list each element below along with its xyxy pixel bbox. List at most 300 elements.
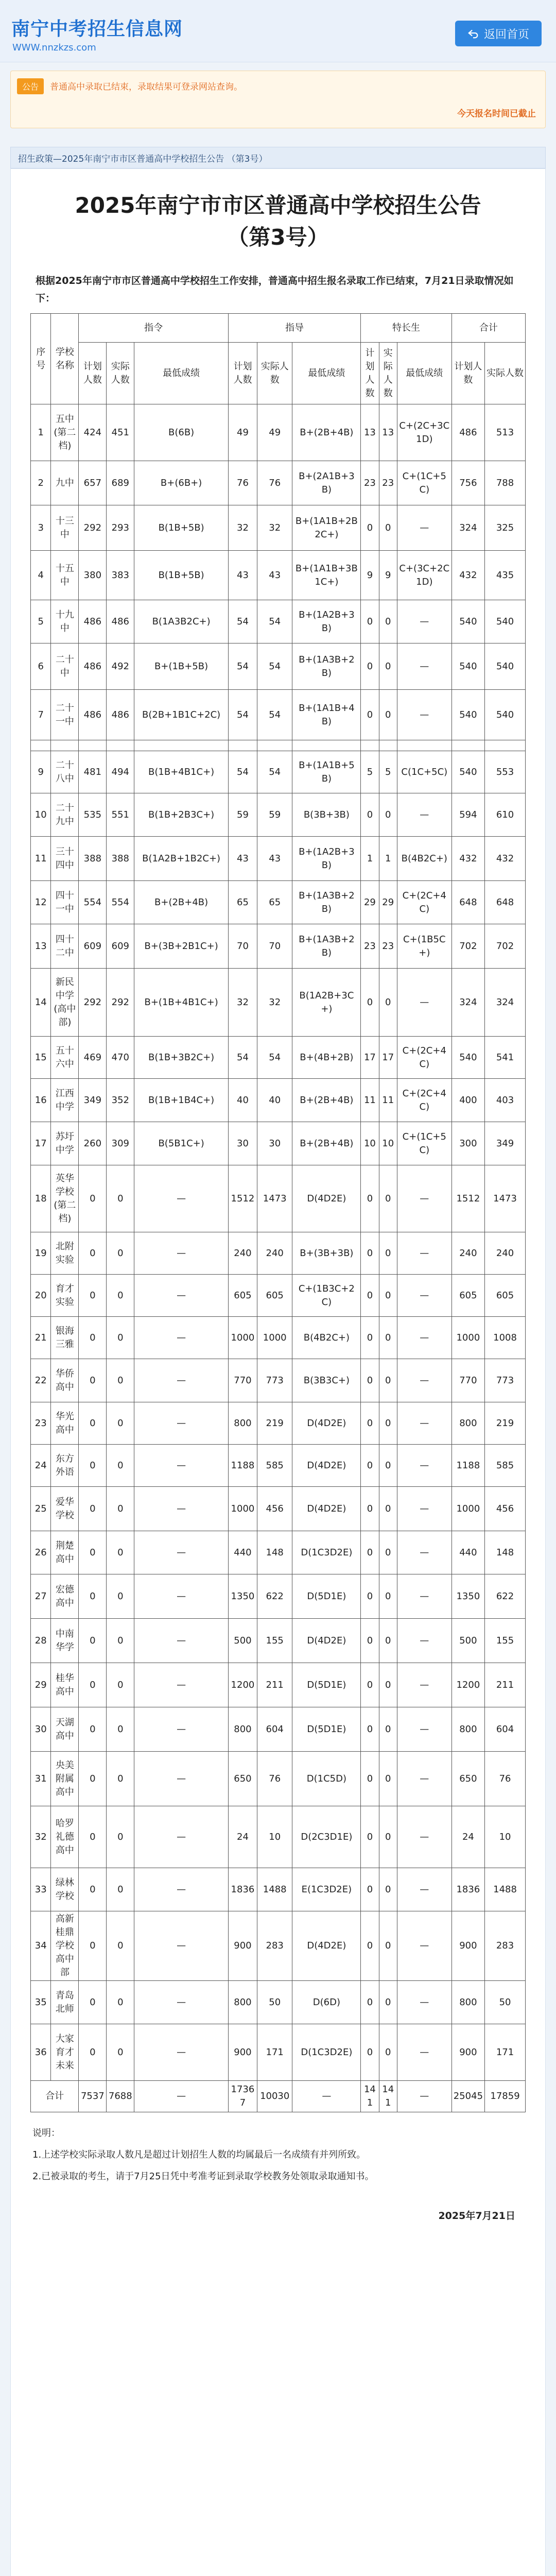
table-cell: — (397, 690, 451, 740)
table-cell: B(3B3C+) (292, 1359, 361, 1402)
table-cell: 240 (257, 1232, 292, 1275)
table-cell: 648 (451, 881, 484, 924)
header-actual: 实际人数 (107, 343, 134, 404)
table-cell: 349 (79, 1079, 107, 1122)
table-cell: 0 (379, 643, 397, 690)
table-cell: 35 (31, 1981, 51, 2024)
table-cell: 540 (451, 600, 484, 643)
table-cell: 324 (451, 505, 484, 551)
notice-text[interactable]: 普通高中录取已结束，录取结果可登录网站查询。 (50, 82, 242, 92)
table-cell: 32 (31, 1806, 51, 1868)
table-cell: D(4D2E) (292, 1619, 361, 1663)
table-cell: C+(1B3C+2C) (292, 1275, 361, 1317)
table-cell: 0 (107, 1806, 134, 1868)
table-cell: B(6B) (134, 404, 229, 461)
table-cell: 0 (107, 2024, 134, 2081)
table-cell: 171 (257, 2024, 292, 2081)
table-cell: 32 (228, 505, 257, 551)
table-row (31, 1531, 526, 1574)
table-cell: 12 (31, 881, 51, 924)
table-cell: 900 (451, 1911, 484, 1981)
table-cell: 1 (379, 837, 397, 881)
table-cell: 50 (485, 1981, 526, 2024)
table-row (31, 1317, 526, 1359)
table-cell: C+(1B5C+) (397, 924, 451, 969)
table-cell: 0 (107, 1531, 134, 1574)
table-cell: 0 (379, 600, 397, 643)
table-row (31, 1619, 526, 1663)
table-cell: 1000 (228, 1317, 257, 1359)
header-techang: 特长生 (361, 314, 451, 343)
table-cell: 54 (257, 690, 292, 740)
table-row (31, 1445, 526, 1487)
publish-date: 2025年7月21日 (438, 2210, 515, 2222)
table-gap-row (31, 740, 526, 751)
table-cell: 702 (485, 924, 526, 969)
table-cell: 540 (451, 751, 484, 793)
table-cell: 10 (361, 1122, 379, 1165)
table-cell: 0 (361, 1232, 379, 1275)
table-cell: 486 (79, 643, 107, 690)
table-cell: 540 (485, 600, 526, 643)
table-cell: 0 (379, 1806, 397, 1868)
table-cell: B+(2B+4B) (292, 404, 361, 461)
table-cell: 34 (31, 1911, 51, 1981)
school-name-cell: 大家育才未来 (51, 2024, 79, 2081)
table-cell: 292 (79, 969, 107, 1037)
table-cell: 456 (485, 1487, 526, 1531)
table-cell: 1836 (228, 1868, 257, 1911)
notice-bar (10, 71, 546, 128)
table-cell: 0 (361, 793, 379, 837)
table-cell: 0 (361, 1663, 379, 1707)
table-cell: B+(4B+2B) (292, 1037, 361, 1079)
table-cell: 0 (79, 1707, 107, 1752)
table-cell: 11 (31, 837, 51, 881)
table-cell: 0 (107, 1707, 134, 1752)
table-cell: 594 (451, 793, 484, 837)
table-cell: 0 (379, 793, 397, 837)
table-cell: B(1A2B+3C+) (292, 969, 361, 1037)
table-cell: B+(2B+4B) (292, 1079, 361, 1122)
table-cell: 0 (379, 1663, 397, 1707)
table-cell: 0 (379, 1487, 397, 1531)
table-cell: 0 (79, 1317, 107, 1359)
table-cell: 0 (361, 969, 379, 1037)
table-cell: 604 (485, 1707, 526, 1752)
table-cell: 26 (31, 1531, 51, 1574)
table-cell: C+(2C+4C) (397, 1079, 451, 1122)
table-cell: 605 (451, 1275, 484, 1317)
table-cell: 1200 (228, 1663, 257, 1707)
table-cell: 469 (79, 1037, 107, 1079)
table-cell: B+(1B+5B) (134, 643, 229, 690)
table-row (31, 969, 526, 1037)
total-cell: 141 (379, 2081, 397, 2112)
table-cell: 1488 (485, 1868, 526, 1911)
table-cell: 650 (228, 1752, 257, 1806)
table-cell: 800 (451, 1402, 484, 1445)
table-cell: — (134, 1317, 229, 1359)
total-label-cell: 合计 (31, 2081, 79, 2112)
table-cell: 24 (451, 1806, 484, 1868)
table-cell: 657 (79, 461, 107, 505)
table-cell: 800 (228, 1402, 257, 1445)
school-name-cell: 育才实验 (51, 1275, 79, 1317)
table-cell: 43 (228, 837, 257, 881)
table-cell: — (134, 1707, 229, 1752)
table-cell: 17 (361, 1037, 379, 1079)
table-cell: 28 (31, 1619, 51, 1663)
table-cell: 1000 (228, 1487, 257, 1531)
table-cell: 554 (79, 881, 107, 924)
school-name-cell: 十三中 (51, 505, 79, 551)
table-cell: 540 (451, 643, 484, 690)
table-cell: 0 (107, 1359, 134, 1402)
table-cell: 19 (31, 1232, 51, 1275)
table-cell: 605 (257, 1275, 292, 1317)
table-cell: 0 (107, 1752, 134, 1806)
table-cell: 0 (379, 1619, 397, 1663)
table-cell: — (397, 600, 451, 643)
table-row (31, 1037, 526, 1079)
table-cell: B(1B+1B4C+) (134, 1079, 229, 1122)
table-cell: 770 (451, 1359, 484, 1402)
table-cell: 324 (451, 969, 484, 1037)
table-cell: 788 (485, 461, 526, 505)
table-cell: — (397, 1165, 451, 1232)
total-cell: — (292, 2081, 361, 2112)
table-cell: 5 (379, 751, 397, 793)
header-plan: 计划人数 (361, 343, 379, 404)
table-cell: 10 (31, 793, 51, 837)
table-cell: 10 (379, 1122, 397, 1165)
table-cell: D(2C3D1E) (292, 1806, 361, 1868)
table-cell: 648 (485, 881, 526, 924)
table-cell: 0 (361, 1445, 379, 1487)
table-cell: 0 (107, 1981, 134, 2024)
table-cell: — (134, 1619, 229, 1663)
table-row (31, 1911, 526, 1981)
table-cell: 171 (485, 2024, 526, 2081)
table-cell: 0 (107, 1487, 134, 1531)
table-cell: B+(1A3B+2B) (292, 643, 361, 690)
table-cell: 0 (107, 1574, 134, 1619)
table-cell: 0 (79, 1981, 107, 2024)
table-cell: 1000 (451, 1317, 484, 1359)
table-cell: 0 (379, 1868, 397, 1911)
header-min: 最低成绩 (292, 343, 361, 404)
table-cell: 9 (31, 751, 51, 793)
table-cell: 155 (257, 1619, 292, 1663)
table-cell: 50 (257, 1981, 292, 2024)
school-name-cell: 高新桂鼎学校高中部 (51, 1911, 79, 1981)
table-cell: 403 (485, 1079, 526, 1122)
school-name-cell: 银海三雅 (51, 1317, 79, 1359)
table-cell: 900 (228, 1911, 257, 1981)
table-cell: 1473 (257, 1165, 292, 1232)
table-cell: 610 (485, 793, 526, 837)
table-cell: 3 (31, 505, 51, 551)
table-cell: 23 (361, 924, 379, 969)
back-home-button[interactable] (455, 21, 542, 46)
header-min: 最低成绩 (397, 343, 451, 404)
table-row (31, 1359, 526, 1402)
table-cell: 309 (107, 1122, 134, 1165)
table-cell: 240 (228, 1232, 257, 1275)
table-cell: D(1C3D2E) (292, 2024, 361, 2081)
header-actual: 实际人数 (257, 343, 292, 404)
table-cell: 0 (361, 505, 379, 551)
table-cell: B(1B+5B) (134, 505, 229, 551)
article-content (10, 168, 546, 2576)
table-cell: — (397, 1531, 451, 1574)
notice-deadline: 今天报名时间已截止 (457, 109, 536, 119)
table-cell: 440 (228, 1531, 257, 1574)
table-cell: 9 (361, 551, 379, 600)
table-cell: 29 (31, 1663, 51, 1707)
table-cell: 756 (451, 461, 484, 505)
notes-section (30, 2123, 526, 2188)
table-cell: 0 (361, 1275, 379, 1317)
table-cell: 32 (257, 969, 292, 1037)
table-cell: C+(3C+2C1D) (397, 551, 451, 600)
table-cell: 13 (31, 924, 51, 969)
breadcrumb: 招生政策—2025年南宁市市区普通高中学校招生公告 （第3号） (10, 147, 546, 168)
table-row (31, 1868, 526, 1911)
table-cell: 0 (379, 1445, 397, 1487)
table-row (31, 837, 526, 881)
header-plan: 计划人数 (451, 343, 484, 404)
table-cell: 24 (31, 1445, 51, 1487)
table-cell: 604 (257, 1707, 292, 1752)
table-cell: 283 (485, 1911, 526, 1981)
table-cell: 1188 (451, 1445, 484, 1487)
table-cell: B(1B+5B) (134, 551, 229, 600)
notes-item: 1.上述学校实际录取人数凡是超过计划招生人数的均属最后一名成绩有并列所致。 (32, 2149, 366, 2160)
table-cell: 689 (107, 461, 134, 505)
table-cell: B+(1A1B+4B) (292, 690, 361, 740)
table-cell: 17 (31, 1122, 51, 1165)
table-cell: 325 (485, 505, 526, 551)
table-cell: 1350 (228, 1574, 257, 1619)
table-cell: B+(6B+) (134, 461, 229, 505)
table-row (31, 1981, 526, 2024)
table-cell: 20 (31, 1275, 51, 1317)
table-cell: 1488 (257, 1868, 292, 1911)
table-cell: 43 (257, 551, 292, 600)
table-cell: 14 (31, 969, 51, 1037)
school-name-cell: 桂华高中 (51, 1663, 79, 1707)
table-cell: B+(3B+3B) (292, 1232, 361, 1275)
table-row (31, 600, 526, 643)
table-cell: — (134, 1868, 229, 1911)
table-cell: 24 (228, 1806, 257, 1868)
table-cell: 1 (361, 837, 379, 881)
table-cell: 0 (361, 600, 379, 643)
table-cell: 0 (361, 1402, 379, 1445)
back-home-label: 返回首页 (483, 28, 529, 41)
table-cell: — (397, 1868, 451, 1911)
table-cell: 0 (379, 1275, 397, 1317)
table-cell: 17 (379, 1037, 397, 1079)
table-cell: B(1B+2B3C+) (134, 793, 229, 837)
school-name-cell: 四十一中 (51, 881, 79, 924)
header-actual: 实际人数 (485, 343, 526, 404)
table-cell: — (397, 1911, 451, 1981)
table-cell: 25 (31, 1487, 51, 1531)
table-cell: D(5D1E) (292, 1663, 361, 1707)
table-cell: 0 (79, 1487, 107, 1531)
table-cell: 283 (257, 1911, 292, 1981)
table-cell: 0 (361, 1806, 379, 1868)
school-name-cell: 二十八中 (51, 751, 79, 793)
table-cell: 0 (379, 1317, 397, 1359)
table-row (31, 461, 526, 505)
school-name-cell: 哈罗礼德高中 (51, 1806, 79, 1868)
header-actual: 实际人数 (379, 343, 397, 404)
notes-label: 说明： (32, 2128, 60, 2139)
table-cell: — (134, 1275, 229, 1317)
table-cell: 0 (79, 1663, 107, 1707)
table-cell: 513 (485, 404, 526, 461)
table-cell: — (134, 1531, 229, 1574)
table-cell: C+(1C+5C) (397, 1122, 451, 1165)
table-cell: 54 (228, 690, 257, 740)
table-cell: B+(1A1B+2B2C+) (292, 505, 361, 551)
table-cell: — (134, 1752, 229, 1806)
table-row (31, 404, 526, 461)
table-cell: B+(2B+4B) (134, 881, 229, 924)
table-cell: 0 (379, 2024, 397, 2081)
table-cell: 349 (485, 1122, 526, 1165)
header-plan: 计划人数 (79, 343, 107, 404)
table-row (31, 1079, 526, 1122)
table-cell: — (134, 1574, 229, 1619)
table-cell: 1000 (451, 1487, 484, 1531)
table-row (31, 1275, 526, 1317)
table-cell: 0 (107, 1619, 134, 1663)
table-cell: 6 (31, 643, 51, 690)
table-cell: D(5D1E) (292, 1574, 361, 1619)
table-cell: 585 (257, 1445, 292, 1487)
school-name-cell: 青岛北师 (51, 1981, 79, 2024)
table-cell: 481 (79, 751, 107, 793)
return-arrow-icon (467, 28, 479, 39)
total-cell: 7537 (79, 2081, 107, 2112)
table-cell: 1836 (451, 1868, 484, 1911)
table-row (31, 751, 526, 793)
table-cell: 324 (485, 969, 526, 1037)
table-cell: 380 (79, 551, 107, 600)
table-cell: 0 (79, 1531, 107, 1574)
table-cell: — (397, 1663, 451, 1707)
table-row (31, 1663, 526, 1707)
table-cell: 40 (228, 1079, 257, 1122)
header-zhiling: 指令 (79, 314, 229, 343)
table-cell: 0 (361, 1981, 379, 2024)
school-name-cell: 五中(第二档) (51, 404, 79, 461)
table-cell: 650 (451, 1752, 484, 1806)
title-line-2: （第3号） (227, 225, 329, 250)
table-cell: C+(2C+4C) (397, 1037, 451, 1079)
table-cell: — (397, 969, 451, 1037)
table-cell: 605 (228, 1275, 257, 1317)
table-cell: 0 (379, 1752, 397, 1806)
table-cell: B(5B1C+) (134, 1122, 229, 1165)
table-cell: 0 (379, 690, 397, 740)
table-cell: 435 (485, 551, 526, 600)
table-cell: B+(1A3B+2B) (292, 881, 361, 924)
table-cell: 40 (257, 1079, 292, 1122)
table-cell: 43 (228, 551, 257, 600)
table-cell: 70 (228, 924, 257, 969)
school-name-cell: 东方外语 (51, 1445, 79, 1487)
table-cell: 773 (485, 1359, 526, 1402)
table-cell: 0 (379, 1574, 397, 1619)
table-cell: 0 (107, 1232, 134, 1275)
table-cell: 1000 (257, 1317, 292, 1359)
table-cell: B+(1B+4B1C+) (134, 969, 229, 1037)
table-cell: 0 (361, 1752, 379, 1806)
table-cell: — (397, 2024, 451, 2081)
table-cell: 0 (79, 1402, 107, 1445)
table-cell: 0 (107, 1445, 134, 1487)
table-cell: 23 (31, 1402, 51, 1445)
table-cell: B+(1A1B+5B) (292, 751, 361, 793)
table-cell: B(1B+4B1C+) (134, 751, 229, 793)
table-cell: — (397, 1752, 451, 1806)
school-name-cell: 二十九中 (51, 793, 79, 837)
title-line-1: 2025年南宁市市区普通高中学校招生公告 (75, 193, 481, 218)
table-cell: 148 (257, 1531, 292, 1574)
table-row (31, 1402, 526, 1445)
table-cell: 23 (361, 461, 379, 505)
table-row (31, 1707, 526, 1752)
table-cell: 0 (79, 1359, 107, 1402)
table-cell: 0 (379, 1707, 397, 1752)
site-logo-title[interactable]: 南宁中考招生信息网 (11, 19, 183, 40)
table-cell: 0 (107, 1868, 134, 1911)
table-cell: D(4D2E) (292, 1911, 361, 1981)
table-cell: C(1C+5C) (397, 751, 451, 793)
table-cell: 1512 (451, 1165, 484, 1232)
table-cell: 352 (107, 1079, 134, 1122)
table-cell: 59 (228, 793, 257, 837)
table-cell: 432 (451, 837, 484, 881)
school-name-cell: 宏德高中 (51, 1574, 79, 1619)
table-cell: 770 (228, 1359, 257, 1402)
table-cell: — (134, 1402, 229, 1445)
site-url: WWW.nnzkzs.com (12, 42, 96, 53)
table-cell: 0 (79, 2024, 107, 2081)
school-name-cell: 十五中 (51, 551, 79, 600)
table-cell: 76 (228, 461, 257, 505)
table-cell: 0 (361, 1707, 379, 1752)
table-cell: C+(2C+3C1D) (397, 404, 451, 461)
table-cell: 0 (79, 1752, 107, 1806)
table-cell: 11 (379, 1079, 397, 1122)
table-cell: 470 (107, 1037, 134, 1079)
table-cell: — (397, 1981, 451, 2024)
table-cell: 76 (257, 1752, 292, 1806)
table-cell: 76 (257, 461, 292, 505)
header-min: 最低成绩 (134, 343, 229, 404)
table-cell: 540 (451, 690, 484, 740)
table-cell: — (397, 643, 451, 690)
table-cell: 1473 (485, 1165, 526, 1232)
table-cell: — (397, 793, 451, 837)
